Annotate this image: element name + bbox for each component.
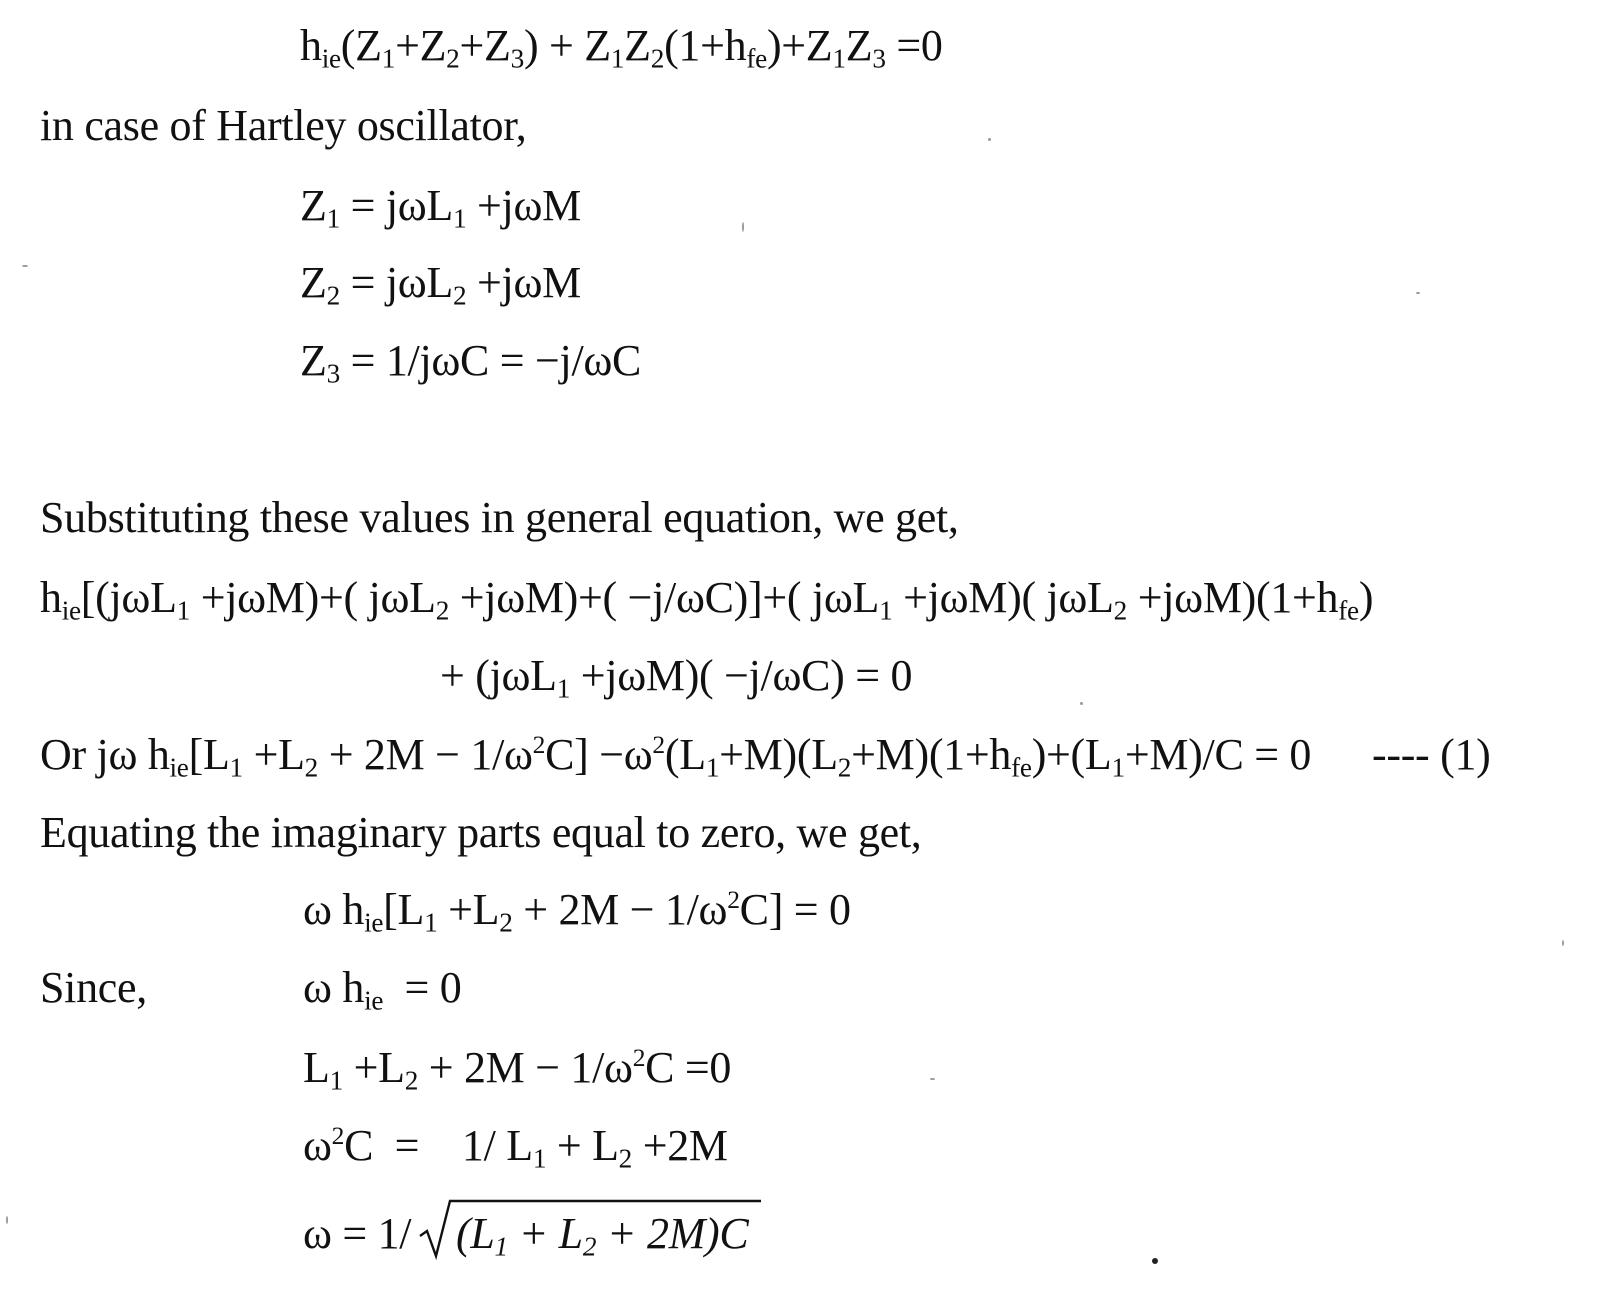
scan-speck [1562,940,1564,946]
general-equation: $h_{ie}(Z_1+Z_2+Z_3) + Z_1Z_2(1+h_{fe})+Z_1Z_3 =0$ [300,21,943,74]
step-2-equation: $\omega^2C$ = 1/ $L_1 + L_2 +2M$ [303,1121,728,1174]
scan-speck [742,222,744,232]
equating-text: Equating the imaginary parts equal to zero, we get, [40,808,922,857]
substitution-line-1: $h_{ie}[(j\omega L_1 +j\omega M)+$( jωL$_2$ +jωM)+( −j/ωC)]+( jωL$_1$ +jωM)( $j\omega L_2 +j\omega M)(1+h_{fe})$ [40,573,1374,626]
scan-speck [1416,292,1420,294]
substituting-text: Substituting these values in general equation, we get, [40,493,959,542]
impedance-z2: $Z_2 = j\omega L_2 +j\omega M$ [300,258,581,311]
scan-speck [930,1078,935,1080]
impedance-z3: $Z_3 = 1/j\omega C = -j/\omega C$ [300,336,642,389]
scan-speck [1152,1258,1158,1264]
imaginary-equation: ω $h_{ie}[L_1 +L_2 + 2M - 1/\omega^2C] = 0$ [303,885,851,938]
scan-speck [22,265,28,267]
scan-speck [1080,702,1083,705]
scan-speck [6,1216,8,1224]
result-prefix: ω = 1/ [303,1209,412,1258]
step-1-equation: $L_1 +L_2 + 2M - 1/\omega^2C =0$ [303,1043,732,1096]
equation-1-label: ---- (1) [1372,730,1491,779]
equation-1: Or jω $h_{ie}[L_1 +L_2 + 2M - 1/\omega^2C] -\omega^2(L_1+M)(L_2+M)(1+h_{fe})+(L_1+M)/C = 0$ [40,730,1312,783]
impedance-z1: $Z_1 = j\omega L_1 +j\omega M$ [300,181,581,234]
substitution-line-2: + (jωL$_1$ +jωM)( −j/ωC) = 0 [440,651,913,704]
result-radicand: $(L_1 + L_2 + 2M)C$ [456,1209,749,1262]
scan-speck [988,138,991,141]
intro-text: in case of Hartley oscillator, [40,101,527,150]
since-equation: ω $h_{ie} = 0$ [303,963,462,1016]
since-label: Since, [40,963,147,1012]
